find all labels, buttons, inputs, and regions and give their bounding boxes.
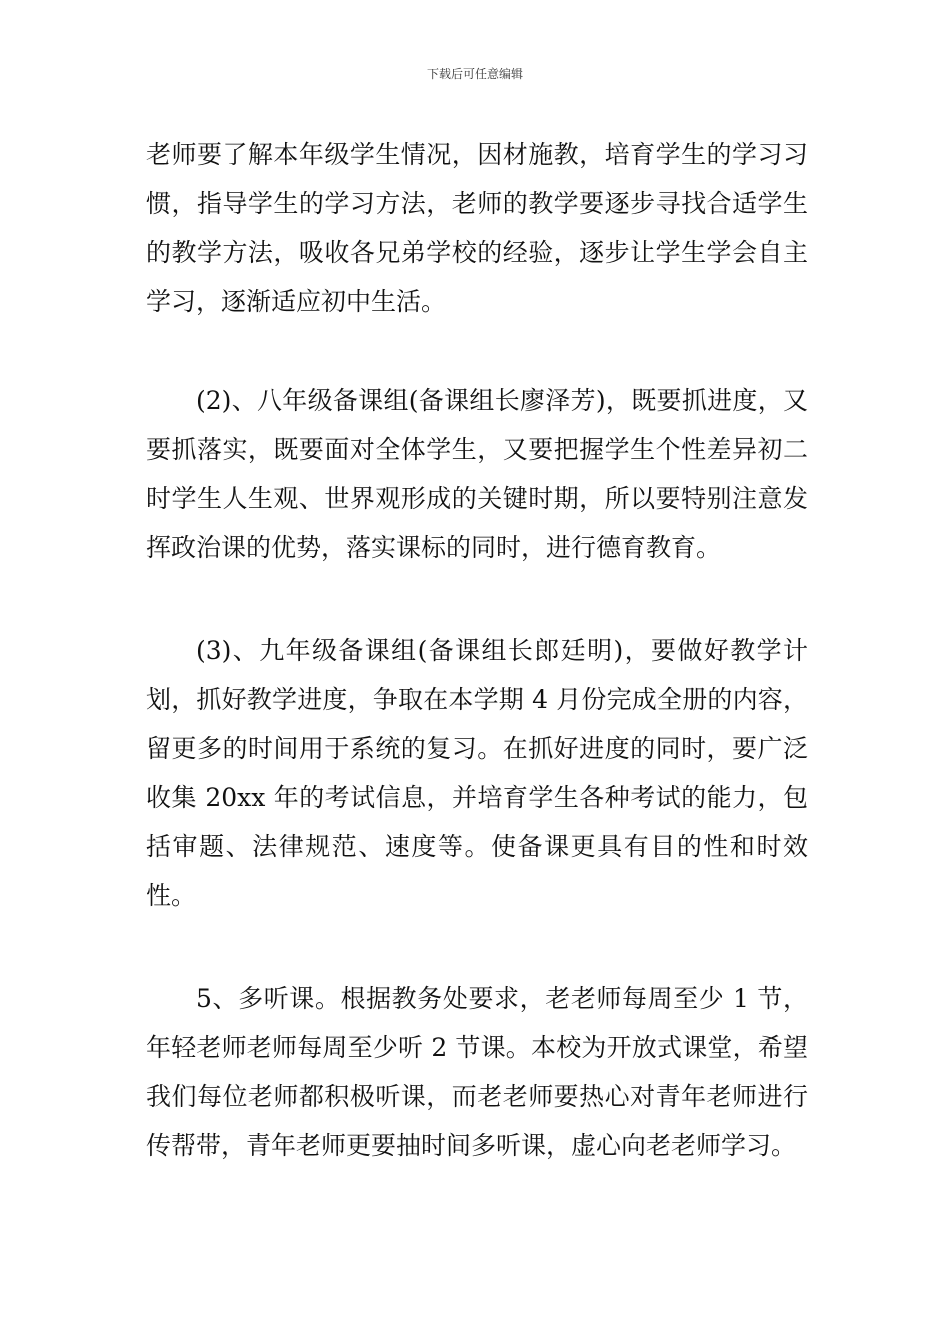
document-body: [146, 130, 808, 1170]
header-note: 下载后可任意编辑: [426, 67, 523, 81]
paragraph-lesson-observation: 5、多听课。根据教务处要求，老老师每周至少 1 节，年轻老师老师每周至少听 2 节课。本校为开放式课堂，希望我们每位老师都积极听课，而老老师要热心对青年老师进行传帮带，青年老师更要抽时间多听课，虚心向老老师学习。: [146, 984, 808, 1160]
paragraph-grade8-group: (2)、八年级备课组(备课组长廖泽芳)，既要抓进度，又要抓落实，既要面对全体学生，又要把握学生个性差异初二时学生人生观、世界观形成的关键时期，所以要特别注意发挥政治课的优势，落实课标的同时，进行德育教育。: [146, 386, 808, 562]
paragraph-continuation: 老师要了解本年级学生情况，因材施教，培育学生的学习习惯，指导学生的学习方法，老师的教学要逐步寻找合适学生的教学方法，吸收各兄弟学校的经验，逐步让学生学会自主学习，逐渐适应初中生活。: [146, 140, 808, 316]
paragraph-grade9-group: (3)、九年级备课组(备课组长郎廷明)，要做好教学计划，抓好教学进度，争取在本学期 4 月份完成全册的内容，留更多的时间用于系统的复习。在抓好进度的同时，要广泛收集 20xx 年的考试信息，并培育学生各种考试的能力，包括审题、法律规范、速度等。使备课更具有目的性和时效性。: [146, 636, 808, 910]
